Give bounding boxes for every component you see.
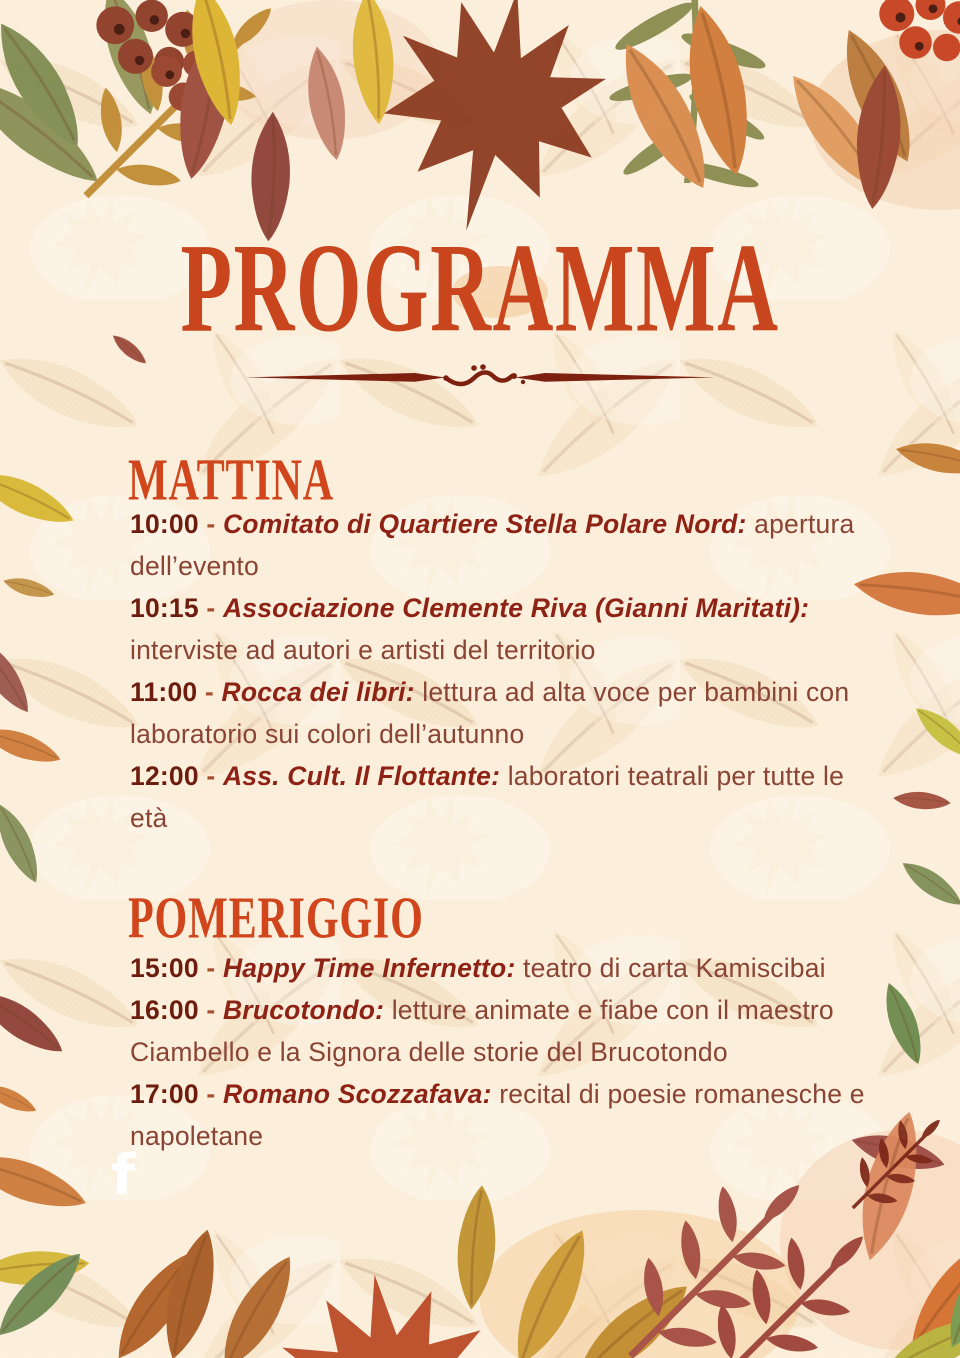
event-organization: Romano Scozzafava: bbox=[222, 1079, 492, 1109]
event-description: laboratori teatrali per tutte le età bbox=[130, 761, 845, 833]
event-item bbox=[130, 1073, 875, 1157]
event-time: 12:00 bbox=[130, 761, 199, 791]
event-time: 17:00 bbox=[130, 1079, 199, 1109]
facebook-icon: f bbox=[111, 1143, 136, 1208]
event-organization: Happy Time Infernetto: bbox=[222, 953, 516, 983]
event-item bbox=[130, 989, 875, 1073]
event-separator: - bbox=[206, 1079, 216, 1109]
event-description: teatro di carta Kamiscibai bbox=[523, 953, 826, 983]
event-separator: - bbox=[206, 509, 216, 539]
event-description: lettura ad alta voce per bambini con laboratorio sui colori dell’autunno bbox=[130, 677, 850, 749]
event-separator: - bbox=[206, 953, 216, 983]
event-separator: - bbox=[206, 593, 216, 623]
event-time: 15:00 bbox=[130, 953, 199, 983]
event-separator: - bbox=[204, 677, 214, 707]
event-organization: Rocca dei libri: bbox=[221, 677, 415, 707]
event-time: 10:15 bbox=[130, 593, 199, 623]
event-item bbox=[130, 587, 875, 671]
divider-flourish bbox=[245, 364, 715, 384]
pomeriggio-events-list bbox=[130, 947, 875, 1157]
event-description: recital di poesie romanesche e napoletane bbox=[130, 1079, 865, 1151]
page-title: PROGRAMMA bbox=[180, 216, 780, 359]
event-organization: Brucotondo: bbox=[222, 995, 385, 1025]
event-separator: - bbox=[206, 761, 216, 791]
event-time: 10:00 bbox=[130, 509, 199, 539]
event-organization: Comitato di Quartiere Stella Polare Nord: bbox=[222, 509, 747, 539]
event-description: letture animate e fiabe con il maestro Ciambello e la Signora delle storie del Brucotondo bbox=[130, 995, 834, 1067]
section-heading-mattina: MATTINA bbox=[128, 446, 334, 513]
event-item bbox=[130, 503, 875, 587]
event-item bbox=[130, 671, 875, 755]
event-organization: Associazione Clemente Riva (Gianni Maritati): bbox=[222, 593, 810, 623]
event-time: 16:00 bbox=[130, 995, 199, 1025]
event-item bbox=[130, 755, 875, 839]
event-description: interviste ad autori e artisti del territorio bbox=[130, 635, 596, 665]
event-organization: Ass. Cult. Il Flottante: bbox=[222, 761, 501, 791]
event-description: apertura dell’evento bbox=[130, 509, 855, 581]
event-item bbox=[130, 947, 875, 989]
section-heading-pomeriggio: POMERIGGIO bbox=[128, 884, 424, 951]
event-separator: - bbox=[206, 995, 216, 1025]
event-time: 11:00 bbox=[130, 677, 198, 707]
mattina-events-list bbox=[130, 503, 875, 839]
ornamental-divider bbox=[240, 358, 720, 403]
